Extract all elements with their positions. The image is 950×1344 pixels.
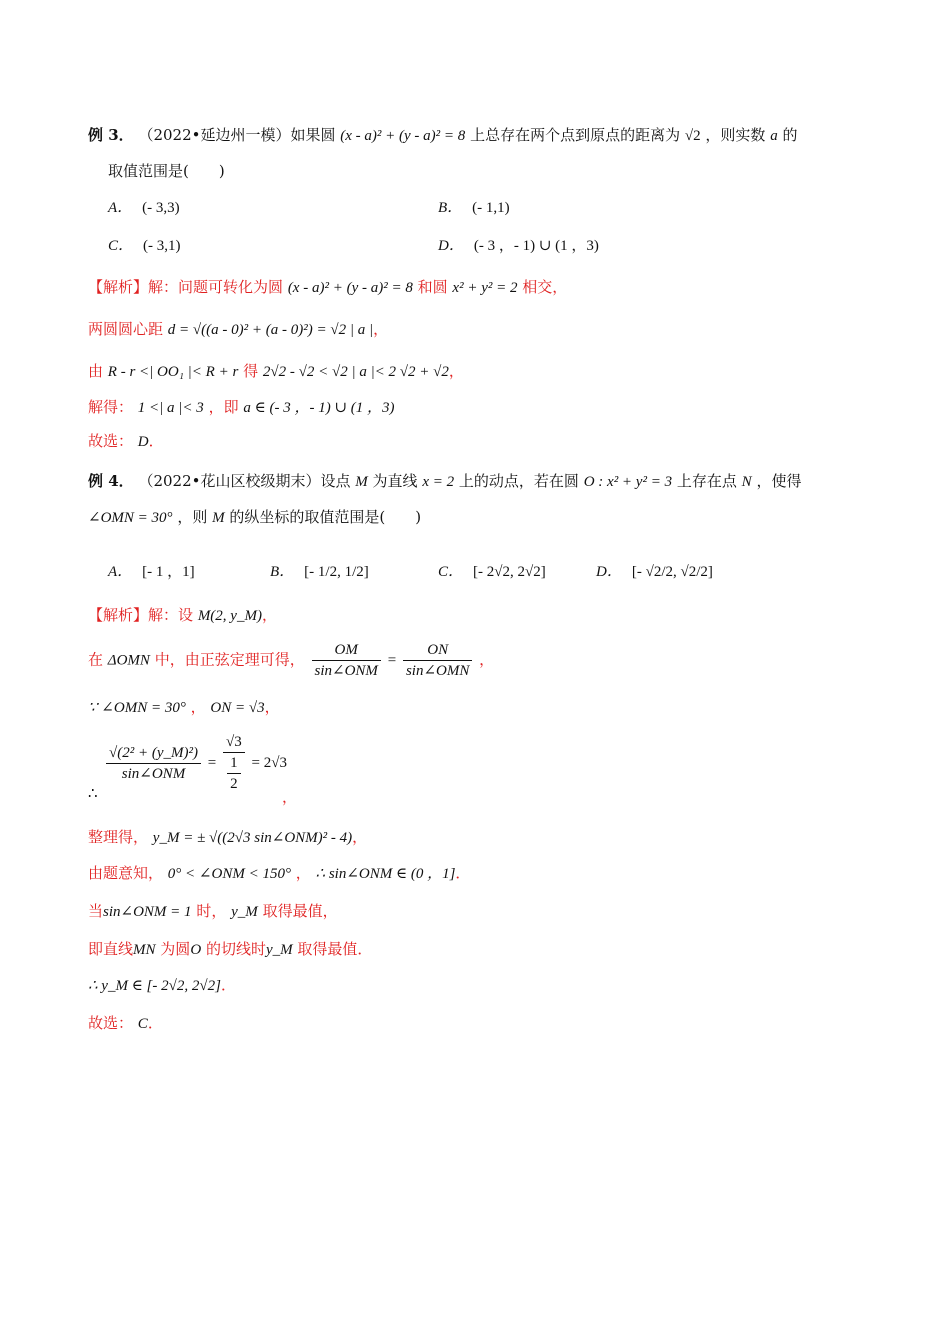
ex4-frac-main: $\frac{\text{√(2² + (y\_M)²)}}{\text{sin∠ONM}}$ [106,743,201,784]
ex4-answer-line: 故选： C． [88,1014,163,1032]
ex4-label: 例 4． [88,472,134,490]
ex4-question-line1: 例 4． （2022•花山区校级期末）设点 M 为直线 x = 2 上的动点，若在圆 O : x² + y² = 3 上存在点 N ，使得 [88,472,802,490]
ex3-circle-equation: (x - a)² + (y - a)² = 8 [340,128,466,144]
ex4-option-b: B． [- 1/2, 1/2] [270,564,369,580]
ex3-source: （2022•延边州一模）如果圆 [138,126,336,144]
ex3-text3: 的 [782,126,798,144]
sine-law-frac-right: $\frac{ON}{\text{sin∠OMN}}$ [403,640,472,681]
ex4-option-d: D． [- √2/2, √2/2] [596,564,713,580]
ex4-analysis-line1: 【解析】解：设 M(2, y_M)， [88,606,277,624]
ex4-frac-end: ， [282,788,298,806]
ex4-analysis-when: 当sin∠ONM = 1 时， y_M 取得最值， [88,902,338,920]
ex4-option-a: A． [- 1 ，1] [108,564,195,580]
ex4-frac-sqrt3-over-half: $\frac{√3}{\frac{1}{2}}$ [223,732,245,794]
ex3-option-d: D． (- 3 ，- 1) ∪ (1 ，3) [438,238,599,254]
ex3-analysis-line2: 两圆圆心距 d = √((a - 0)² + (a - 0)²) = √2 | a |， [88,320,389,338]
ex4-analysis-meaning: 由题意知， 0° < ∠ONM < 150° ， ∴ sin∠ONM ∈ (0 ，1]． [88,864,471,882]
ex3-sqrt2: √2 [684,128,701,144]
ex3-var-a: a [770,128,778,144]
ex3-option-b: B． (- 1,1) [438,200,510,216]
ex4-therefore: ∴ [88,784,98,802]
ex3-question-line2: 取值范围是( ) [108,162,225,180]
ex3-question-line1 [88,124,797,147]
ex3-answer-line: 故选： D． [88,432,164,450]
ex3-text2: ，则实数 [705,126,766,144]
ex3-analysis-line3: 由 R - r <| OO₁ |< R + r 得 2√2 - √2 < √2 | a |< 2 √2 + √2， [88,362,464,380]
sine-law-frac-left: $\frac{OM}{\text{sin∠ONM}}$ [312,640,381,681]
ex4-question-line2: ∠OMN = 30° ，则 M 的纵坐标的取值范围是( ) [88,508,422,526]
ex3-option-c: C． (- 3,1) [108,238,181,254]
ex4-analysis-line2: 在 ΔOMN 中，由正弦定理可得， $\frac{OM}{\text{sin∠ONM}}$ = $\frac{ON}{\text{sin∠OMN}}$ ， [88,642,495,679]
ex4-fraction-block: $\frac{\text{√(2² + (y\_M)²)}}{\text{sin∠ONM}}$ = $\frac{√3}{\frac{1}{2}}$ = 2√3 [104,732,287,794]
ex4-analysis-arrange: 整理得， y_M = ± √((2√3 sin∠ONM)² - 4)， [88,828,368,846]
ex3-label: 例 3． [88,126,134,144]
ex4-answer: C [137,1016,148,1032]
ex4-analysis-result: ∴ y_M ∈ [- 2√2, 2√2]． [88,976,236,994]
ex3-analysis-tag: 【解析】 [88,278,149,296]
ex3-analysis-line1: 【解析】解：问题可转化为圆 (x - a)² + (y - a)² = 8 和圆 x² + y² = 2 相交， [88,278,568,296]
ex3-option-a: A． (- 3,3) [108,200,180,216]
ex3-text1: 上总存在两个点到原点的距离为 [470,126,681,144]
ex3-analysis-line4: 解得： 1 <| a |< 3 ，即 a ∈ (- 3 ，- 1) ∪ (1 ，3) [88,398,395,416]
ex4-analysis-tangent: 即直线MN 为圆O 的切线时y_M 取得最值． [88,940,373,958]
ex4-option-c: C． [- 2√2, 2√2] [438,564,546,580]
ex4-analysis-line3: ∵ ∠OMN = 30° ， ON = √3， [88,698,280,716]
ex3-answer: D [137,434,149,450]
